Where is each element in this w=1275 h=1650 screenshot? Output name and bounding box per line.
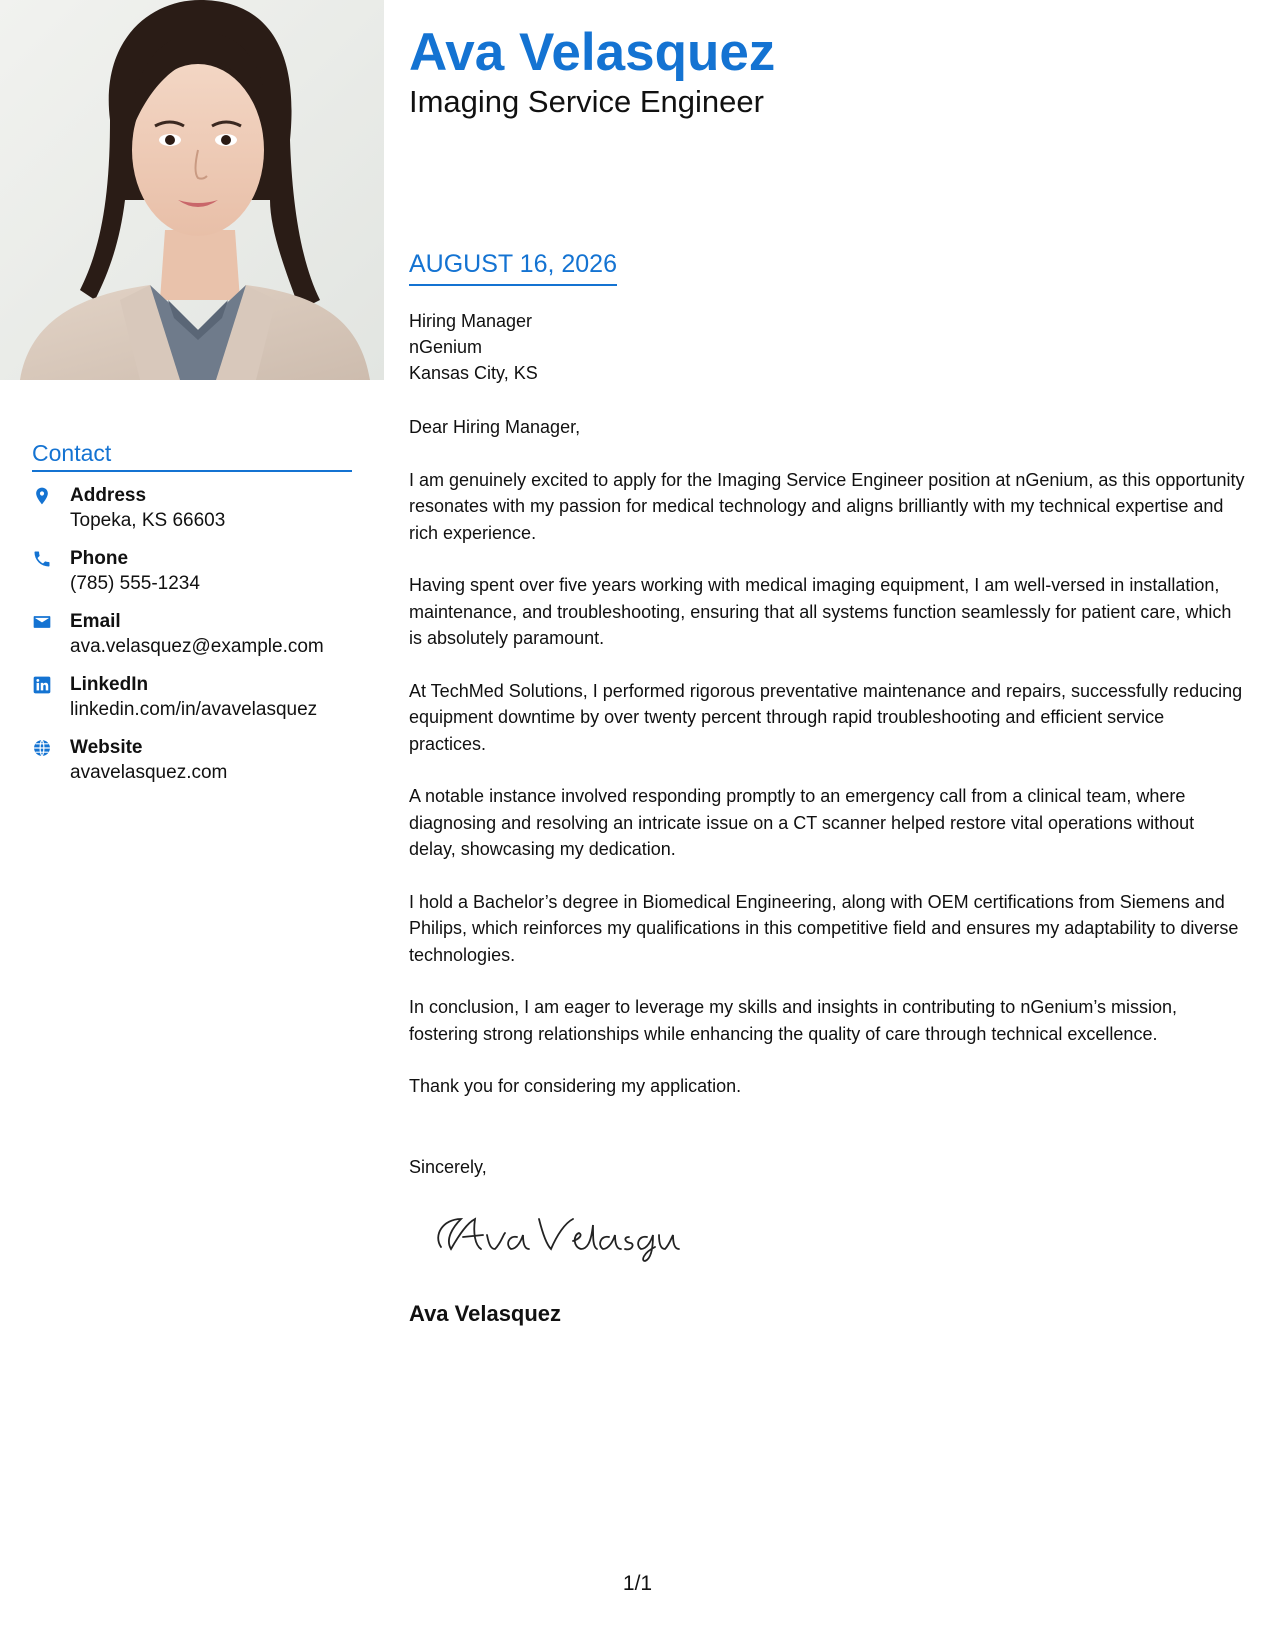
letter-date: AUGUST 16, 2026 bbox=[409, 248, 617, 286]
body-paragraph: I hold a Bachelor’s degree in Biomedical Engineering, along with OEM certifications from Siemens and Philips, which reinforces my qualifications in this competitive field and ensures my adaptability to diverse technologies. bbox=[409, 891, 1239, 965]
salutation: Dear Hiring Manager, bbox=[409, 417, 581, 437]
body-paragraph: At TechMed Solutions, I performed rigorous preventative maintenance and repairs, successfully reducing equipment downtime by over twenty percent through rapid troubleshooting and efficient service practices. bbox=[409, 680, 1243, 754]
website-value[interactable]: avavelasquez.com bbox=[70, 762, 228, 783]
contact-label: Email bbox=[70, 611, 121, 632]
contact-heading: Contact bbox=[32, 438, 352, 472]
body-paragraph: Having spent over five years working with medical imaging equipment, I am well-versed in installation, maintenance, and troubleshooting, ensuring that all systems function seamlessly for patient care, which is absolutely paramount. bbox=[409, 575, 1232, 648]
body-paragraph: In conclusion, I am eager to leverage my skills and insights in contributing to nGenium’s mission, fostering strong relationships while enhancing the quality of care through technical excellence. bbox=[409, 997, 1178, 1044]
email-icon bbox=[32, 610, 70, 632]
address-value: Topeka, KS 66603 bbox=[70, 510, 226, 531]
profile-photo bbox=[0, 0, 384, 380]
letter-body bbox=[409, 414, 1245, 1126]
contact-label: Phone bbox=[70, 548, 129, 569]
location-pin-icon bbox=[32, 484, 70, 506]
contact-label: Website bbox=[70, 737, 143, 758]
contact-item-phone bbox=[32, 547, 352, 610]
contact-item-address bbox=[32, 484, 352, 547]
body-paragraph: I am genuinely excited to apply for the Imaging Service Engineer position at nGenium, as this opportunity resonates with my passion for medical technology and aligns brilliantly with my technical expertise and rich experience. bbox=[409, 469, 1245, 543]
contact-list bbox=[32, 484, 352, 799]
page-number: 1/1 bbox=[622, 1572, 653, 1595]
phone-icon bbox=[32, 547, 70, 569]
linkedin-icon bbox=[32, 673, 70, 695]
recipient-location: Kansas City, KS bbox=[409, 363, 538, 383]
contact-item-website bbox=[32, 736, 352, 799]
phone-value: (785) 555-1234 bbox=[70, 573, 200, 594]
recipient-block bbox=[409, 308, 538, 386]
body-paragraph: A notable instance involved responding promptly to an emergency call from a clinical team, where diagnosing and resolving an intricate issue on a CT scanner helped restore vital operations without delay, showcasing my dedication. bbox=[409, 786, 1195, 859]
linkedin-value[interactable]: linkedin.com/in/avavelasquez bbox=[70, 699, 318, 720]
body-paragraph: Thank you for considering my application. bbox=[409, 1076, 742, 1096]
closing: Sincerely, bbox=[409, 1157, 487, 1177]
email-value[interactable]: ava.velasquez@example.com bbox=[70, 636, 324, 657]
contact-label: LinkedIn bbox=[70, 674, 149, 695]
recipient-line: Hiring Manager bbox=[409, 311, 533, 331]
contact-section bbox=[32, 438, 352, 799]
recipient-company: nGenium bbox=[409, 337, 483, 357]
handwritten-signature bbox=[423, 1205, 683, 1265]
globe-icon bbox=[32, 736, 70, 758]
contact-item-email bbox=[32, 610, 352, 673]
job-title: Imaging Service Engineer bbox=[409, 84, 764, 119]
contact-item-linkedin bbox=[32, 673, 352, 736]
signer-name: Ava Velasquez bbox=[409, 1301, 562, 1326]
applicant-name: Ava Velasquez bbox=[409, 23, 776, 82]
contact-label: Address bbox=[70, 485, 147, 506]
